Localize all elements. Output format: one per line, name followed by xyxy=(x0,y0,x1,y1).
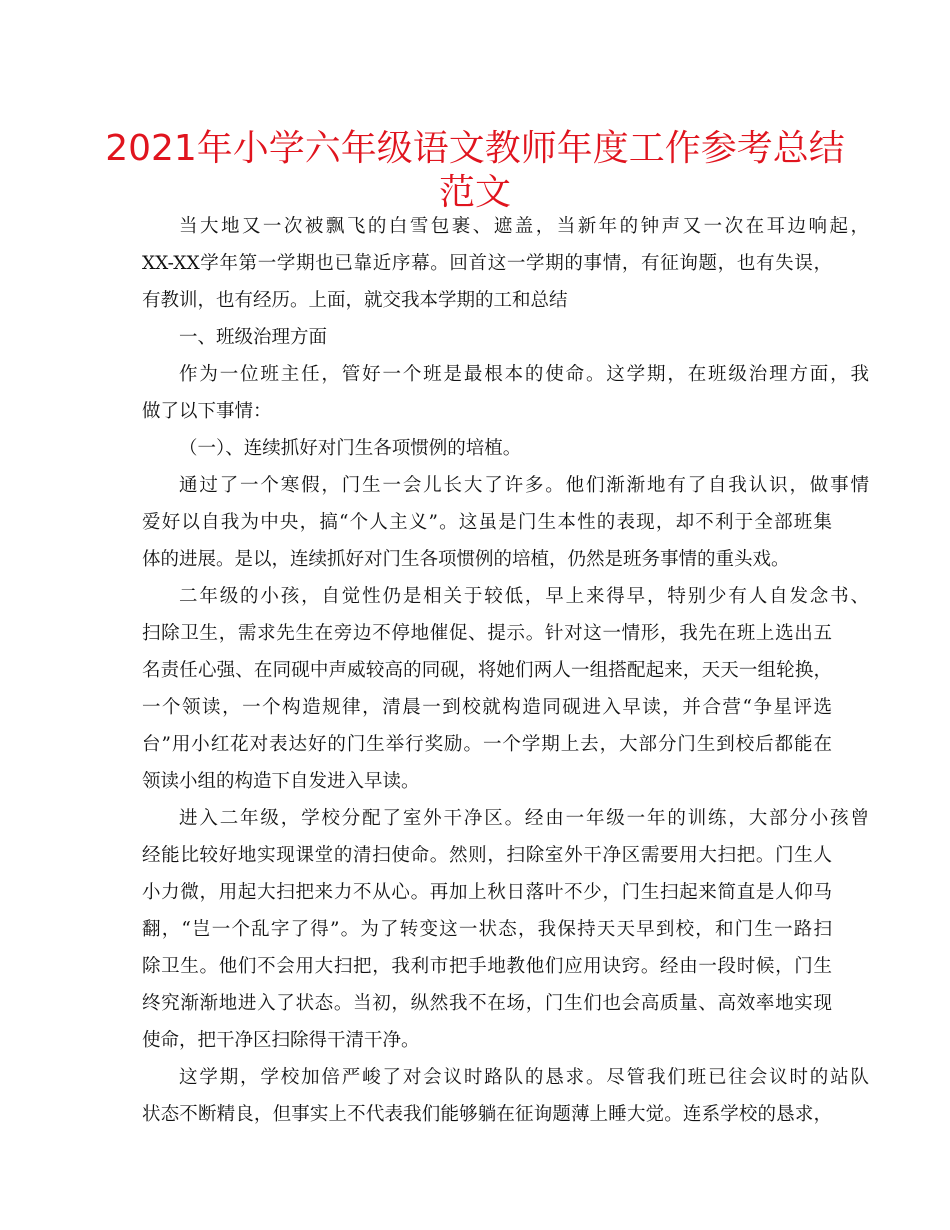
paragraph-line: 小力微，用起大扫把来力不从心。再加上秋日落叶不少，门生扫起来简直是人仰马 xyxy=(142,882,832,903)
paragraph-line: 除卫生。他们不会用大扫把，我利市把手地教他们应用诀窍。经由一段时候，门生 xyxy=(142,956,832,977)
document-title: 2021年小学六年级语文教师年度工作参考总结 xyxy=(105,128,845,169)
paragraph-line: 当大地又一次被飘飞的白雪包裹、遮盖，当新年的钟声又一次在耳边响起， xyxy=(179,216,869,237)
paragraph-line: 做了以下事情： xyxy=(142,401,272,422)
paragraph-line: 领读小组的构造下自发进入早读。 xyxy=(142,771,420,792)
paragraph-line: 名责任心强、在同砚中声威较高的同砚，将她们两人一组搭配起来，天天一组轮换， xyxy=(142,660,832,681)
section-heading: 一、班级治理方面 xyxy=(179,327,328,348)
paragraph-line: 这学期，学校加倍严峻了对会议时路队的恳求。尽管我们班已往会议时的站队 xyxy=(179,1067,869,1088)
paragraph-line: 翻，“岂一个乱字了得”。为了转变这一状态，我保持天天早到校，和门生一路扫 xyxy=(142,919,832,940)
paragraph-line: XX-XX学年第一学期也已靠近序幕。回首这一学期的事情，有征询题，也有失误， xyxy=(142,253,832,274)
paragraph-line: 作为一位班主任，管好一个班是最根本的使命。这学期，在班级治理方面，我 xyxy=(179,364,869,385)
paragraph-line: 爱好以自我为中央，搞“个人主义”。这虽是门生本性的表现，却不利于全部班集 xyxy=(142,512,832,533)
paragraph-line: 状态不断精良，但事实上不代表我们能够躺在征询题薄上睡大觉。连系学校的恳求， xyxy=(142,1104,832,1125)
paragraph-line: 终究渐渐地进入了状态。当初，纵然我不在场，门生们也会高质量、高效率地实现 xyxy=(142,993,832,1014)
document-title-continued: 范文 xyxy=(438,172,511,213)
subsection-heading: （一）、连续抓好对门生各项惯例的培植。 xyxy=(179,438,522,459)
paragraph-line: 台”用小红花对表达好的门生举行奖励。一个学期上去，大部分门生到校后都能在 xyxy=(142,734,832,755)
paragraph-line: 二年级的小孩，自觉性仍是相关于较低，早上来得早，特别少有人自发念书、 xyxy=(179,586,869,607)
paragraph-line: 进入二年级，学校分配了室外干净区。经由一年级一年的训练，大部分小孩曾 xyxy=(179,808,869,829)
paragraph-line: 经能比较好地实现课堂的清扫使命。然则，扫除室外干净区需要用大扫把。门生人 xyxy=(142,845,832,866)
paragraph-line: 扫除卫生，需求先生在旁边不停地催促、提示。针对这一情形，我先在班上选出五 xyxy=(142,623,832,644)
paragraph-line: 体的进展。是以，连续抓好对门生各项惯例的培植，仍然是班务事情的重头戏。 xyxy=(142,549,790,570)
paragraph-line: 有教训，也有经历。上面，就交我本学期的工和总结 xyxy=(142,290,568,311)
paragraph-line: 通过了一个寒假，门生一会儿长大了许多。他们渐渐地有了自我认识，做事情 xyxy=(179,475,869,496)
paragraph-line: 一个领读，一个构造规律，清晨一到校就构造同砚进入早读，并合营“争星评选 xyxy=(142,697,832,718)
paragraph-line: 使命，把干净区扫除得干清干净。 xyxy=(142,1030,420,1051)
